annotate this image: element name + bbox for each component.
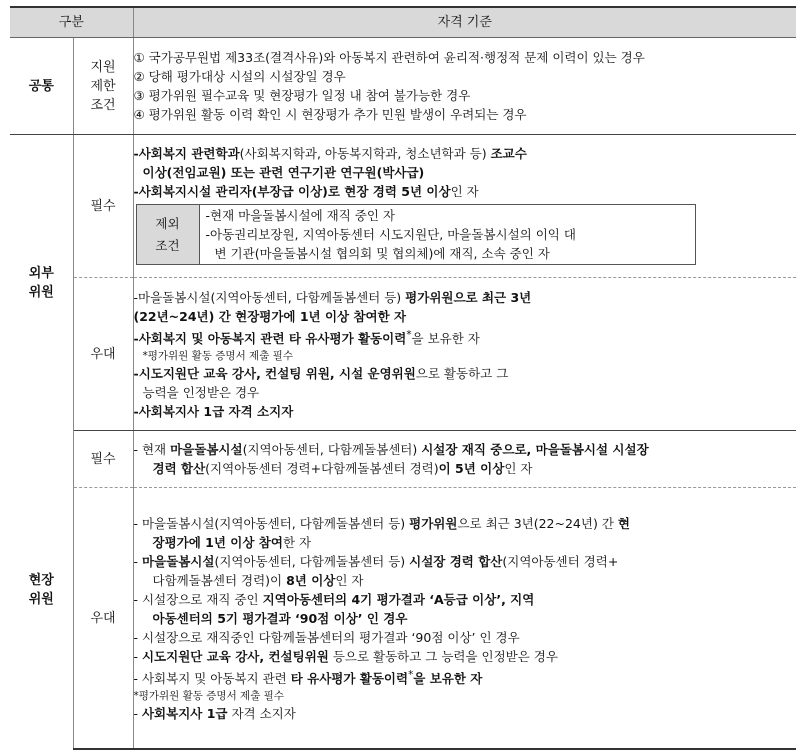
external-required-row bbox=[10, 135, 796, 278]
header-criteria: 자격 기준 bbox=[133, 7, 796, 37]
common-category: 공통 bbox=[10, 37, 73, 135]
exclusion-label: 제외 조건 bbox=[136, 205, 199, 265]
common-condition-1: ① 국가공무원법 제33조(결격사유)와 아동복지 관련하여 윤리적·행정적 문제 이력이 있는 경우 bbox=[133, 50, 645, 66]
external-required-label: 필수 bbox=[73, 135, 133, 278]
common-condition-2: ② 당해 평가대상 시설의 시설장일 경우 bbox=[133, 69, 346, 85]
common-sub-label: 지원 제한 조건 bbox=[73, 37, 133, 135]
field-required-label: 필수 bbox=[73, 431, 133, 488]
field-preferred-criteria: - 마을돌봄시설(지역아동센터, 다함께돌봄센터 등) 평가위원으로 최근 3년(22~24년) 간 현 장평가에 1년 이상 참여한 자 - 마을돌봄시설(지역아동센터, 다함께돌봄센터 등) 시설장 경력 합산(지역아동센터 경력+ 다함께돌봄센터 경력)이 8년 이상인 자 - 시설장으로 재직 중인 지역아동센터의 4기 평가결과 ‘A등급 이상’, 지역 아동센터의 5기 평가결과 ‘90점 이상’ 인 경우 - 시설장으로 재직중인 다함께돌봄센터의 평가결과 ‘90점 이상’ 인 경우 - 시도지원단 교육 강사, 컨설팅위원 등으로 활동하고 그 능력을 인정받은 경우 - 사회복지 및 아동복지 관련 타 유사평가 활동이력*을 보유한 자 *평가위원 활동 증명서 제출 필수 - 사회복지사 1급 자격 소지자 bbox=[133, 488, 796, 749]
common-condition-3: ③ 평가위원 필수교육 및 현장평가 일정 내 참여 불가능한 경우 bbox=[133, 88, 471, 104]
common-row bbox=[10, 37, 796, 135]
header-category: 구분 bbox=[10, 7, 133, 37]
external-preferred-row bbox=[10, 278, 796, 431]
field-preferred-label: 우대 bbox=[73, 488, 133, 749]
external-category: 외부 위원 bbox=[10, 135, 73, 431]
field-required-criteria: - 현재 마을돌봄시설(지역아동센터, 다함께돌봄센터) 시설장 재직 중으로, 마을돌봄시설 시설장 경력 합산(지역아동센터 경력+다함께돌봄센터 경력)이 5년 이상인 자 bbox=[133, 431, 796, 488]
qualification-table bbox=[10, 6, 796, 750]
field-preferred-row bbox=[10, 488, 796, 749]
field-category: 현장 위원 bbox=[10, 431, 73, 749]
common-conditions bbox=[133, 37, 796, 135]
exclusion-conditions: -현재 마을돌봄시설에 재직 중인 자 -아동권리보장원, 지역아동센터 시도지원단, 마을돌봄시설의 이익 대 변 기관(마을돌봄시설 협의회 및 협의체)에 재직, 소속 중인 자 bbox=[199, 205, 695, 265]
field-required-row bbox=[10, 431, 796, 488]
table-header-row bbox=[10, 7, 796, 37]
external-preferred-criteria: -마을돌봄시설(지역아동센터, 다함께돌봄센터 등) 평가위원으로 최근 3년 (22년~24년) 간 현장평가에 1년 이상 참여한 자 -사회복지 및 아동복지 관련 타 유사평가 활동이력*을 보유한 자 *평가위원 활동 증명서 제출 필수 -시도지원단 교육 강사, 컨설팅 위원, 시설 운영위원으로 활동하고 그 능력을 인정받은 경우 -사회복지사 1급 자격 소지자 bbox=[133, 278, 796, 431]
external-required-criteria: -사회복지 관련학과(사회복지학과, 아동복지학과, 청소년학과 등) 조교수 이상(전임교원) 또는 관련 연구기관 연구원(박사급) -사회복지시설 관리자(부장급 이상)로 현장 경력 5년 이상인 자 제외 조건 -현재 마을돌봄시설에 재직 중인 자 -아동권리보장원, 지역아동센터 시도지원단, 마을돌봄시설의 이익 대 변 기관(마을돌봄시설 협의회 및 협의체)에 재직, 소속 중인 자 bbox=[133, 135, 796, 278]
external-preferred-label: 우대 bbox=[73, 278, 133, 431]
exclusion-box bbox=[136, 204, 696, 265]
common-condition-4: ④ 평가위원 활동 이력 확인 시 현장평가 추가 민원 발생이 우려되는 경우 bbox=[133, 107, 527, 123]
